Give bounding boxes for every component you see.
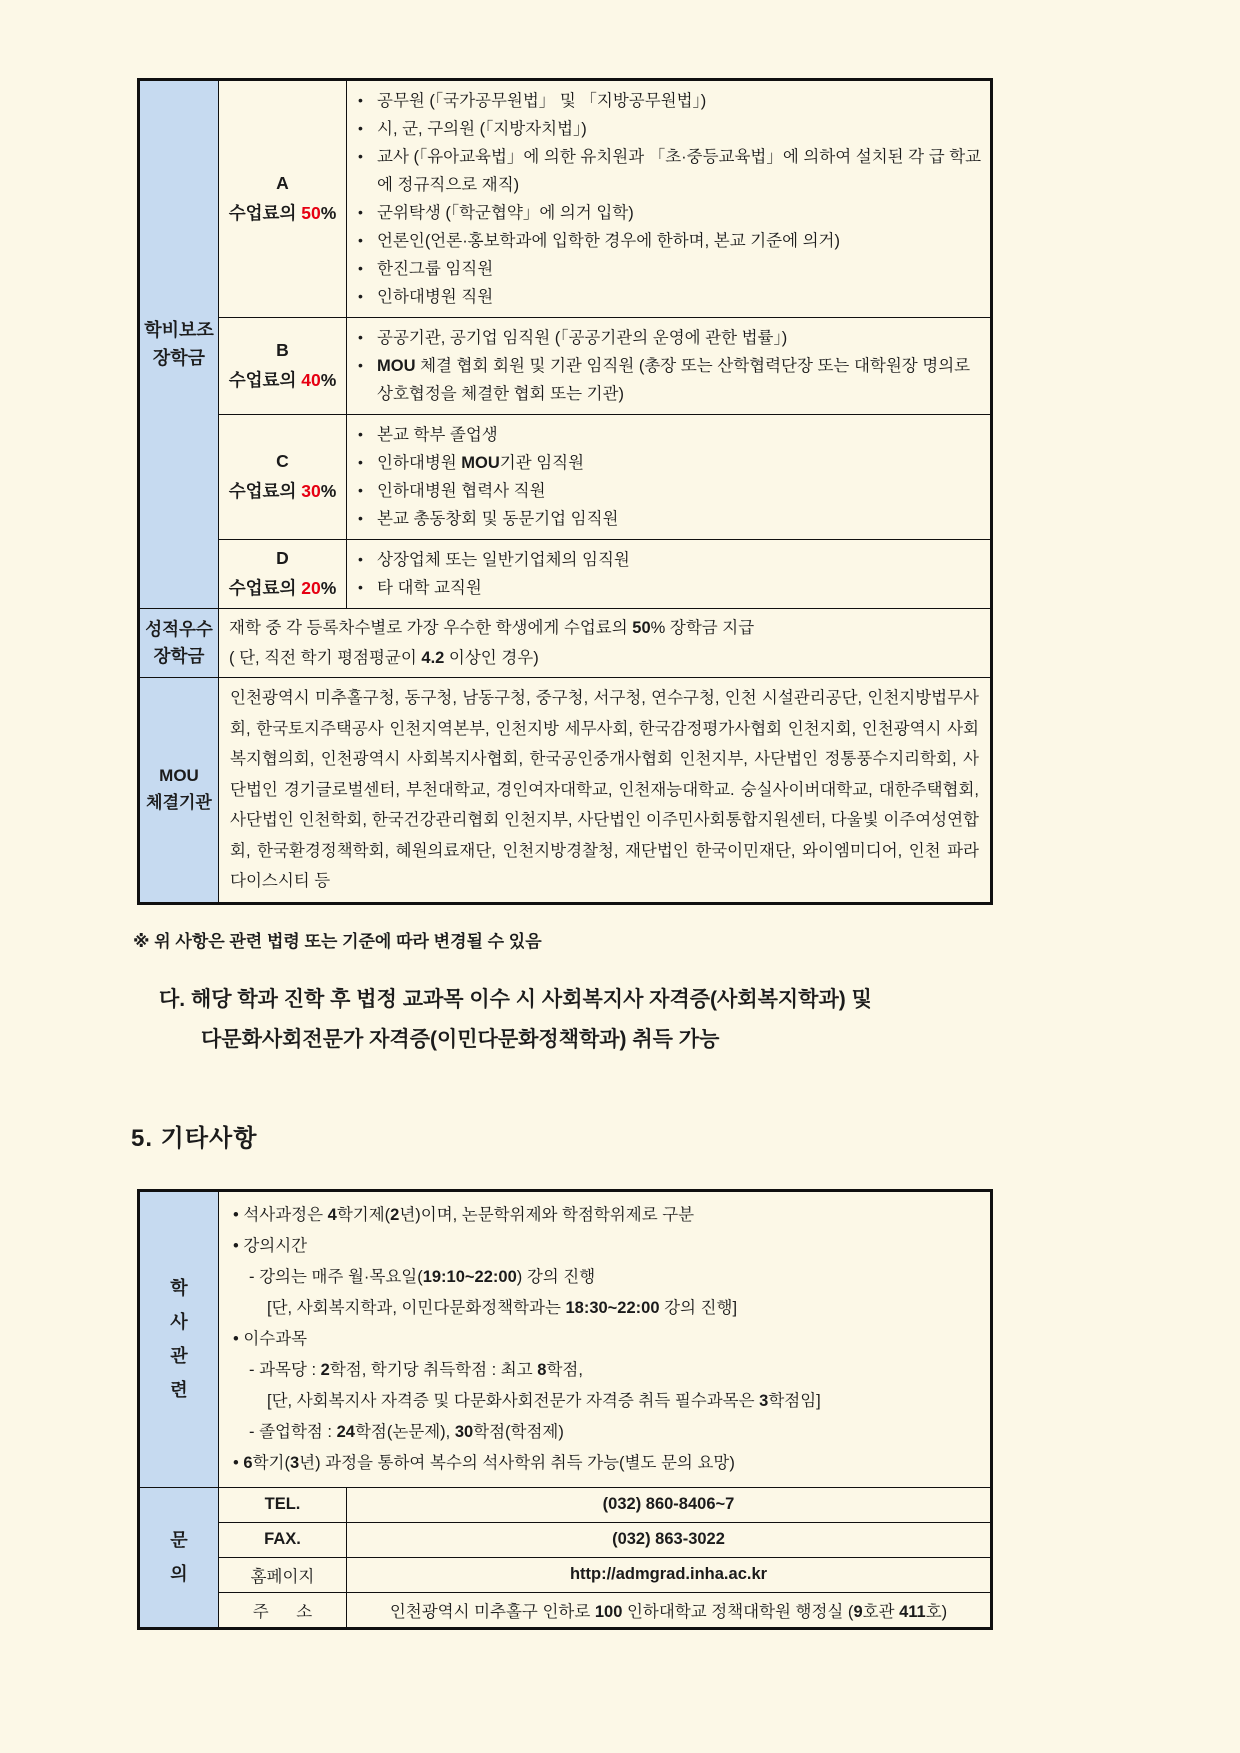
- tier-grade: A: [276, 173, 289, 194]
- tier-c-items: [347, 415, 990, 539]
- tier-rate-unit: %: [320, 370, 337, 390]
- list-item: • 군위탁생 (「학군협약」에 의거 입학): [347, 199, 984, 227]
- certificate-line: 다. 해당 학과 진학 후 법정 교과목 이수 시 사회복지사 자격증(사회복지학과) 및: [159, 987, 872, 1011]
- tier-d-items-cell: [347, 540, 992, 609]
- row-header-mou-institutions: [139, 678, 219, 904]
- row-header-line: 장학금: [153, 646, 205, 666]
- tier-c-cell: [219, 415, 347, 540]
- list-item: • 공공기관, 공기업 임직원 (「공공기관의 운영에 관한 법률」): [347, 324, 984, 352]
- merit-line: 재학 중 각 등록차수별로 가장 우수한 학생에게 수업료의 50% 장학금 지급: [229, 619, 755, 637]
- table-row: [139, 1592, 992, 1628]
- section-title-etc: 5. 기타사항: [131, 1124, 258, 1152]
- merit-line: ( 단, 직전 학기 평점평균이 4.2 이상인 경우): [229, 649, 539, 667]
- tier-rate: [219, 477, 346, 507]
- list-item: [단, 사회복지학과, 이민다문화정책학과는 18:30~22:00 강의 진행]: [267, 1298, 738, 1317]
- tier-c-items-cell: [347, 415, 992, 540]
- table-row: [139, 80, 992, 318]
- list-item: • 본교 총동창회 및 동문기업 임직원: [347, 505, 984, 533]
- list-item: - 졸업학점 : 24학점(논문제), 30학점(학점제): [249, 1422, 564, 1441]
- row-header-tuition-scholarship: [139, 80, 219, 609]
- tier-b-items-cell: [347, 318, 992, 415]
- table-row: [139, 1522, 992, 1557]
- list-item: [단, 사회복지사 자격증 및 다문화사회전문가 자격증 취득 필수과목은 3학점임]: [267, 1391, 821, 1410]
- list-item: • 한진그룹 임직원: [347, 255, 984, 283]
- list-item: • 언론인(언론·홍보학과에 입학한 경우에 한하며, 본교 기준에 의거): [347, 227, 984, 255]
- inquiry-label-homepage: 홈페이지: [219, 1557, 347, 1592]
- row-header-char: 관: [170, 1346, 188, 1366]
- table-row: [139, 1557, 992, 1592]
- row-header-char: 의: [170, 1564, 188, 1584]
- table-row: [139, 609, 992, 678]
- tier-rate-value: 50: [301, 203, 321, 223]
- inquiry-value-tel: (032) 860-8406~7: [347, 1487, 992, 1522]
- table-row: [139, 678, 992, 904]
- certificate-paragraph: [137, 980, 993, 1060]
- merit-scholarship-cell: [219, 609, 992, 678]
- list-item: - 과목당 : 2학점, 학기당 취득학점 : 최고 8학점,: [249, 1360, 583, 1379]
- row-header-merit-scholarship: [139, 609, 219, 678]
- tier-rate-label: 수업료의: [228, 370, 297, 390]
- tier-grade: B: [276, 340, 289, 361]
- row-header-line: 체결기관: [146, 792, 212, 812]
- tier-rate-value: 20: [301, 578, 321, 598]
- list-item: • 인하대병원 MOU기관 임직원: [347, 449, 984, 477]
- inquiry-label-tel: TEL.: [219, 1487, 347, 1522]
- certificate-line: 다문화사회전문가 자격증(이민다문화정책학과) 취득 가능: [201, 1027, 720, 1051]
- row-header-academic: [139, 1190, 219, 1487]
- row-header-line: 장학금: [152, 347, 206, 368]
- tier-grade: C: [276, 451, 289, 472]
- inquiry-value-homepage: http://admgrad.inha.ac.kr: [347, 1557, 992, 1592]
- academic-info-lines: [219, 1192, 990, 1487]
- scholarship-table: [137, 78, 993, 905]
- row-header-char: 학: [170, 1277, 188, 1298]
- table-row: [139, 540, 992, 609]
- list-item: - 강의는 매주 월·목요일(19:10~22:00) 강의 진행: [249, 1267, 596, 1286]
- list-item: • 상장업체 또는 일반기업체의 임직원: [347, 546, 984, 574]
- tier-rate: [219, 366, 346, 396]
- mou-institutions-cell: 인천광역시 미추홀구청, 동구청, 남동구청, 중구청, 서구청, 연수구청, 인천 시설관리공단, 인천지방법무사회, 한국토지주택공사 인천지역본부, 인천지방 세무사회, 한국감정평가사협회 인천지회, 인천광역시 사회복지협의회, 인천광역시 사회복지사협회, 한국공인중개사협회 인천지부, 사단법인 정통풍수지리학회, 사단법인 경기글로벌센터, 부천대학교, 경인여자대학교, 인천재능대학교. 숭실사이버대학교, 대한주택협회, 사단법인 인천학회, 한국건강관리협회 인천지부, 사단법인 이주민사회통합지원센터, 다울빛 이주여성연합회, 한국환경정책학회, 혜원의료재단, 인천지방경찰청, 재단법인 한국이민재단, 와이엠미디어, 인천 파라다이스시티 등: [219, 678, 992, 904]
- tier-d-items: [347, 540, 990, 608]
- row-header-line: MOU: [159, 766, 199, 786]
- tier-rate-unit: %: [320, 578, 337, 598]
- table-row: [139, 415, 992, 540]
- tier-d-cell: [219, 540, 347, 609]
- footnote: ※ 위 사항은 관련 법령 또는 기준에 따라 변경될 수 있음: [133, 931, 542, 951]
- list-item: • 타 대학 교직원: [347, 574, 984, 602]
- row-header-line: 성적우수: [145, 618, 213, 639]
- list-item: • 6학기(3년) 과정을 통하여 복수의 석사학위 취득 가능(별도 문의 요망): [233, 1453, 735, 1472]
- table-row: [139, 1190, 992, 1487]
- tier-rate: [219, 199, 346, 229]
- list-item: • 석사과정은 4학기제(2년)이며, 논문학위제와 학점학위제로 구분: [233, 1205, 695, 1224]
- list-item: • 공무원 (「국가공무원법」 및 「지방공무원법」): [347, 87, 984, 115]
- tier-b-items: [347, 318, 990, 414]
- list-item: • 인하대병원 직원: [347, 283, 984, 311]
- tier-a-items: [347, 81, 990, 317]
- inquiry-label-address: 주 소: [219, 1592, 347, 1628]
- tier-b-cell: [219, 318, 347, 415]
- list-item: • 교사 (「유아교육법」에 의한 유치원과 「초·중등교육법」에 의하여 설치된 각 급 학교에 정규직으로 재직): [347, 143, 984, 199]
- tier-rate-label: 수업료의: [228, 578, 297, 598]
- tier-a-items-cell: [347, 80, 992, 318]
- table-row: [139, 1487, 992, 1522]
- row-header-char: 사: [170, 1311, 188, 1332]
- page-content: [131, 78, 993, 1630]
- tier-rate-value: 40: [301, 370, 321, 390]
- tier-rate-label: 수업료의: [228, 203, 297, 223]
- tier-rate-unit: %: [320, 203, 337, 223]
- list-item: • 이수과목: [233, 1329, 308, 1348]
- list-item: • 시, 군, 구의원 (「지방자치법」): [347, 115, 984, 143]
- list-item: • MOU 체결 협회 회원 및 기관 임직원 (총장 또는 산학협력단장 또는 대학원장 명의로 상호협정을 체결한 협회 또는 기관): [347, 352, 984, 408]
- row-header-inquiry: [139, 1487, 219, 1628]
- list-item: • 본교 학부 졸업생: [347, 421, 984, 449]
- tier-grade: D: [276, 548, 289, 569]
- list-item: • 강의시간: [233, 1236, 308, 1255]
- row-header-char: 문: [170, 1529, 188, 1550]
- misc-table: [137, 1189, 993, 1630]
- tier-rate-label: 수업료의: [228, 481, 297, 501]
- row-header-char: 련: [170, 1380, 188, 1401]
- academic-info-cell: [219, 1190, 992, 1487]
- list-item: • 인하대병원 협력사 직원: [347, 477, 984, 505]
- inquiry-label-fax: FAX.: [219, 1522, 347, 1557]
- tier-a-cell: [219, 80, 347, 318]
- tier-rate-unit: %: [320, 481, 337, 501]
- table-row: [139, 318, 992, 415]
- row-header-line: 학비보조: [144, 319, 214, 340]
- tier-rate: [219, 574, 346, 604]
- inquiry-value-fax: (032) 863-3022: [347, 1522, 992, 1557]
- inquiry-value-address: 인천광역시 미추홀구 인하로 100 인하대학교 정책대학원 행정실 (9호관 411호): [347, 1592, 992, 1628]
- tier-rate-value: 30: [301, 481, 321, 501]
